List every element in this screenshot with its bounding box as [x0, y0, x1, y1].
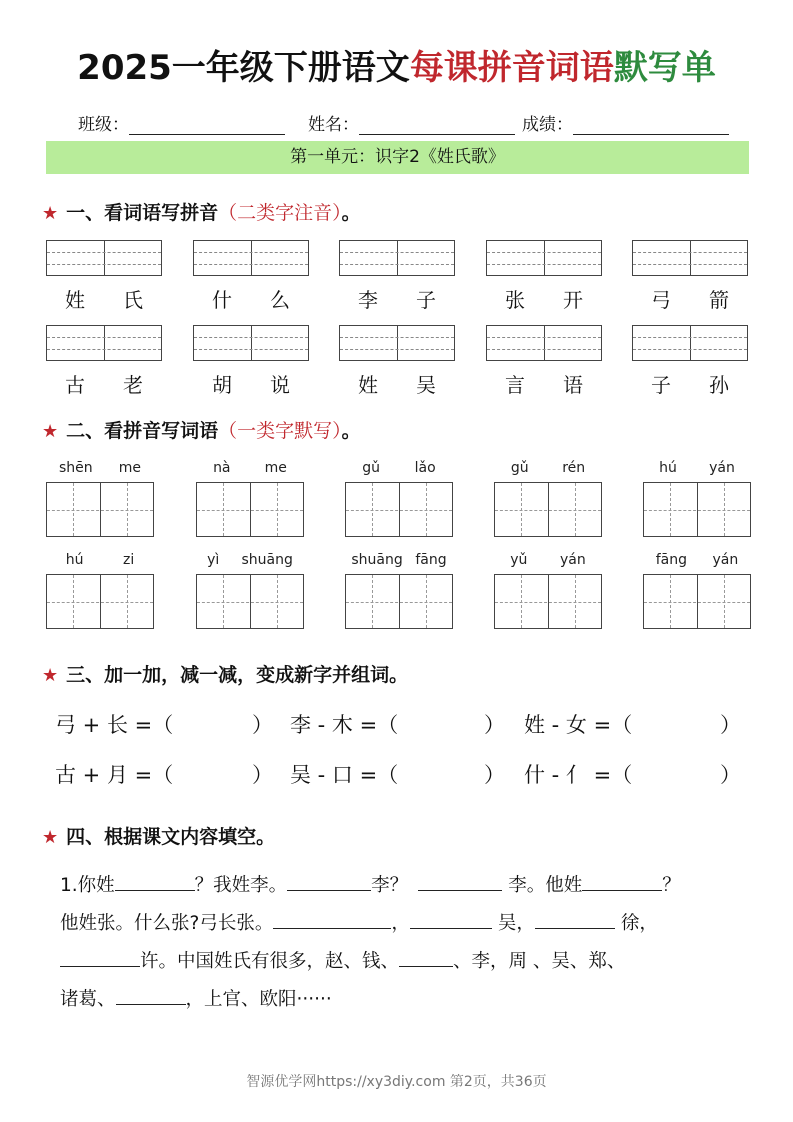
unit-title-bar: 第一单元：识字2《姓氏歌》 [46, 141, 749, 174]
section1-note: （二类字注音） [218, 202, 342, 224]
equation-left: 古 + 月 =（ [55, 763, 174, 787]
fill-text: 诸葛、 [60, 989, 116, 1010]
star-icon: ★ [42, 665, 59, 686]
pinyin-syllable: hú [659, 460, 677, 476]
score-blank[interactable] [573, 114, 729, 135]
name-label: 姓名： [308, 115, 359, 135]
word-label [193, 369, 309, 398]
fill-text: 徐， [620, 913, 658, 934]
equation-right-paren: ） [252, 713, 273, 737]
word-label [339, 369, 455, 398]
fill-blank[interactable] [582, 872, 662, 891]
word-char: 弓 [651, 288, 671, 312]
equation-right-paren: ） [484, 713, 505, 737]
fill-blank[interactable] [399, 948, 453, 967]
fill-blank[interactable] [273, 910, 391, 929]
title-part2: 每课拼音词语 [409, 48, 614, 88]
fill-blank[interactable] [116, 986, 186, 1005]
pinyin-writing-box[interactable] [46, 325, 162, 361]
word-char: 吴 [416, 373, 436, 397]
character-writing-box[interactable] [46, 482, 154, 537]
equation-right-paren: ） [720, 763, 741, 787]
pinyin-writing-box[interactable] [193, 240, 309, 276]
pinyin-label [196, 460, 304, 476]
pinyin-syllable: me [264, 460, 287, 476]
pinyin-label [643, 460, 751, 476]
fill-text: 吴， [497, 913, 535, 934]
pinyin-writing-box[interactable] [632, 240, 748, 276]
character-writing-box[interactable] [46, 574, 154, 629]
pinyin-syllable: yán [712, 552, 739, 568]
character-writing-box[interactable] [643, 574, 751, 629]
fill-line-1 [60, 871, 730, 897]
fill-text: 许。中国姓氏有很多，赵、钱、 [140, 951, 400, 972]
word-label [486, 369, 602, 398]
fill-text: ，上官、欧阳······ [185, 989, 332, 1010]
title-part1: 2025一年级下册语文 [77, 48, 410, 88]
pinyin-writing-box[interactable] [486, 240, 602, 276]
pinyin-writing-box[interactable] [339, 325, 455, 361]
pinyin-syllable: shēn [59, 460, 93, 476]
pinyin-syllable: shuāng [351, 552, 403, 568]
word-char: 么 [270, 288, 290, 312]
equation-left: 姓 - 女 =（ [524, 713, 633, 737]
star-icon: ★ [42, 827, 59, 848]
section1-end: 。 [341, 202, 361, 224]
pinyin-syllable: me [118, 460, 141, 476]
pinyin-syllable: yì [207, 552, 220, 568]
fill-text: 李？ [371, 875, 409, 896]
equation-left: 什 - 亻 =（ [524, 763, 633, 787]
word-char: 张 [505, 288, 525, 312]
fill-line-2 [60, 909, 730, 935]
section1-title: 一、看词语写拼音 [66, 202, 219, 224]
word-char: 开 [563, 288, 583, 312]
word-label [193, 284, 309, 313]
pinyin-writing-box[interactable] [46, 240, 162, 276]
pinyin-label [196, 552, 304, 568]
pinyin-syllable: shuāng [241, 552, 293, 568]
character-writing-box[interactable] [345, 482, 453, 537]
pinyin-syllable: fāng [655, 552, 688, 568]
equation-right-paren: ） [720, 713, 741, 737]
character-writing-box[interactable] [494, 482, 602, 537]
word-char: 子 [416, 288, 436, 312]
word-char: 姓 [65, 288, 85, 312]
pinyin-syllable: zi [123, 552, 135, 568]
fill-text: 李。他姓 [508, 875, 583, 896]
pinyin-label [345, 552, 453, 568]
fill-text: 1.你姓 [60, 875, 115, 896]
character-writing-box[interactable] [494, 574, 602, 629]
pinyin-syllable: fāng [415, 552, 447, 568]
class-blank[interactable] [129, 114, 285, 135]
title-part3: 默写单 [613, 48, 716, 88]
pinyin-syllable: gǔ [362, 460, 381, 476]
character-writing-box[interactable] [196, 574, 304, 629]
word-label [632, 284, 748, 313]
section2-title: 二、看拼音写词语 [66, 420, 219, 442]
word-label [339, 284, 455, 313]
pinyin-label [46, 460, 154, 476]
pinyin-writing-box[interactable] [632, 325, 748, 361]
pinyin-writing-box[interactable] [486, 325, 602, 361]
word-char: 箭 [709, 288, 729, 312]
section2-heading [42, 416, 361, 443]
fill-blank[interactable] [115, 872, 195, 891]
pinyin-label [643, 552, 751, 568]
pinyin-label [494, 552, 602, 568]
section1-heading [42, 198, 361, 225]
pinyin-label [46, 552, 154, 568]
fill-blank[interactable] [60, 948, 140, 967]
pinyin-syllable: yán [709, 460, 735, 476]
character-writing-box[interactable] [643, 482, 751, 537]
fill-text: ？我姓李。 [194, 875, 288, 896]
section3-title: 三、加一加，减一减，变成新字并组词。 [66, 664, 409, 686]
fill-line-3 [60, 947, 730, 973]
pinyin-syllable: gǔ [510, 460, 529, 476]
name-blank[interactable] [359, 114, 515, 135]
word-char: 李 [358, 288, 378, 312]
fill-blank[interactable] [410, 910, 492, 929]
score-label: 成绩： [522, 115, 573, 135]
word-char: 说 [270, 373, 290, 397]
word-char: 古 [65, 373, 85, 397]
pinyin-writing-box[interactable] [193, 325, 309, 361]
word-label [486, 284, 602, 313]
fill-blank[interactable] [287, 872, 371, 891]
equation-left: 李 - 木 =（ [290, 713, 399, 737]
pinyin-syllable: lǎo [414, 460, 436, 476]
character-writing-box[interactable] [345, 574, 453, 629]
word-label [46, 284, 162, 313]
fill-blank[interactable] [418, 872, 502, 891]
section4-title: 四、根据课文内容填空。 [66, 826, 276, 848]
section3-heading [42, 660, 408, 687]
pinyin-writing-box[interactable] [339, 240, 455, 276]
class-field [78, 110, 285, 135]
character-writing-box[interactable] [196, 482, 304, 537]
word-char: 胡 [212, 373, 232, 397]
fill-line-4 [60, 985, 730, 1011]
pinyin-syllable: rén [562, 460, 586, 476]
equation-left: 弓 + 长 =（ [55, 713, 174, 737]
section2-note: （一类字默写） [218, 420, 342, 442]
name-field [308, 110, 515, 135]
pinyin-label [345, 460, 453, 476]
word-char: 姓 [358, 373, 378, 397]
fill-text: 他姓张。什么张?弓长张。 [60, 913, 274, 934]
fill-text: 、李，周 、吴、郑、 [453, 951, 626, 972]
word-char: 氏 [123, 288, 143, 312]
word-char: 语 [563, 373, 583, 397]
word-char: 什 [212, 288, 232, 312]
fill-text: ？ [662, 875, 681, 896]
score-field [522, 110, 729, 135]
fill-text: ， [391, 913, 410, 934]
word-char: 言 [505, 373, 525, 397]
word-char: 子 [651, 373, 671, 397]
pinyin-syllable: hú [65, 552, 84, 568]
equation-left: 吴 - 口 =（ [290, 763, 399, 787]
page-title [0, 40, 793, 89]
star-icon: ★ [42, 203, 59, 224]
word-label [632, 369, 748, 398]
equation-right-paren: ） [484, 763, 505, 787]
star-icon: ★ [42, 421, 59, 442]
pinyin-syllable: yán [559, 552, 586, 568]
class-label: 班级： [78, 115, 129, 135]
fill-blank[interactable] [535, 910, 615, 929]
word-char: 孙 [709, 373, 729, 397]
pinyin-syllable: nà [213, 460, 231, 476]
section2-end: 。 [341, 420, 361, 442]
pinyin-syllable: yǔ [510, 552, 528, 568]
word-char: 老 [123, 373, 143, 397]
section4-heading [42, 822, 275, 849]
equation-right-paren: ） [252, 763, 273, 787]
word-label [46, 369, 162, 398]
pinyin-label [494, 460, 602, 476]
page-footer: 智源优学网https://xy3diy.com 第2页，共36页 [246, 1074, 547, 1090]
